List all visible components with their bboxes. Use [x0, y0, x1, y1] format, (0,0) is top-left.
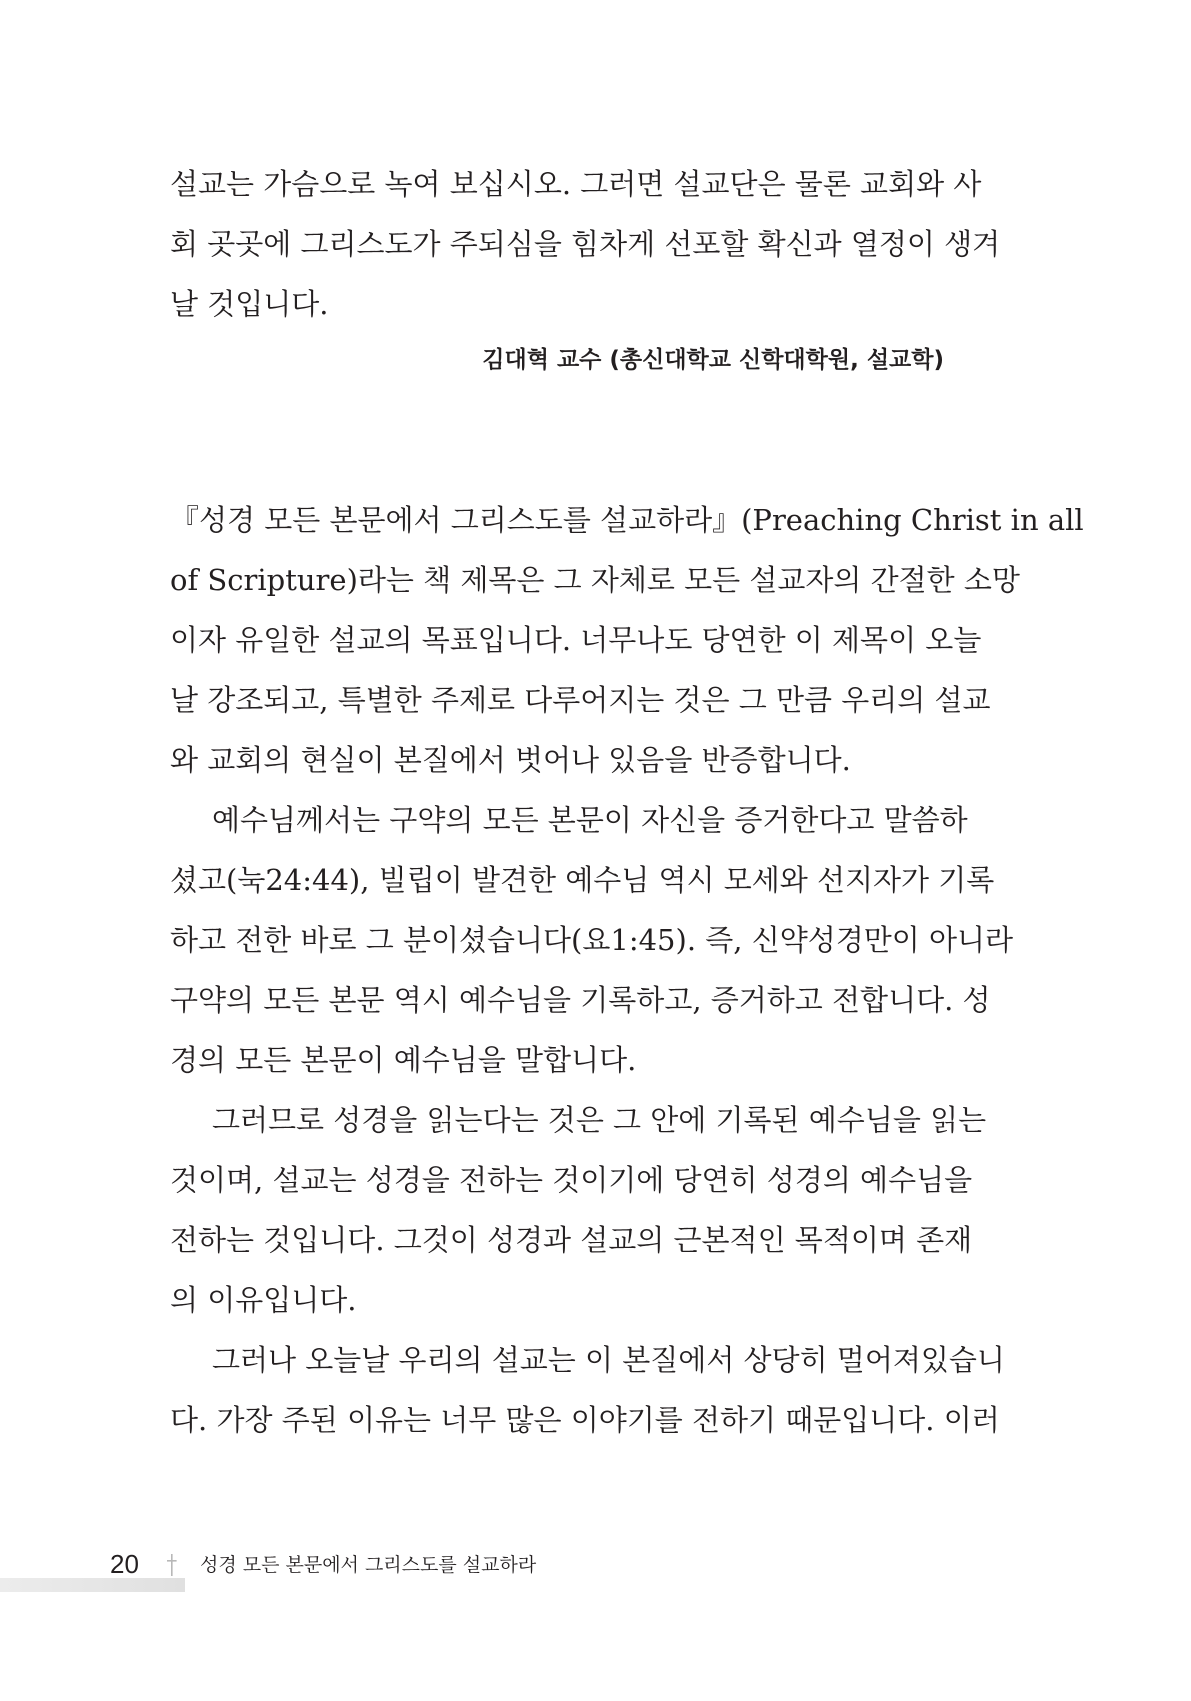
body-line: 전하는 것입니다. 그것이 성경과 설교의 근본적인 목적이며 존재 [170, 1223, 973, 1257]
page-number: 20 [110, 1549, 139, 1579]
body-line: 경의 모든 본문이 예수님을 말합니다. [170, 1043, 637, 1077]
body-line: 날 강조되고, 특별한 주제로 다루어지는 것은 그 만큼 우리의 설교 [170, 683, 991, 717]
body-line: 셨고(눅24:44), 빌립이 발견한 예수님 역시 모세와 선지자가 기록 [170, 863, 995, 897]
body-line: 구약의 모든 본문 역시 예수님을 기록하고, 증거하고 전합니다. 성 [170, 983, 991, 1017]
body-line: 그러나 오늘날 우리의 설교는 이 본질에서 상당히 멀어져있습니 [212, 1343, 1005, 1377]
body-line: of Scripture)라는 책 제목은 그 자체로 모든 설교자의 간절한 소망 [170, 563, 1020, 597]
body-line: 하고 전한 바로 그 분이셨습니다(요1:45). 즉, 신약성경만이 아니라 [170, 923, 1014, 957]
quote-line: 설교는 가슴으로 녹여 보십시오. 그러면 설교단은 물론 교회와 사 [170, 167, 982, 201]
footer-decoration-bar [0, 1578, 185, 1592]
body-line: 그러므로 성경을 읽는다는 것은 그 안에 기록된 예수님을 읽는 [212, 1103, 987, 1137]
page-footer [0, 1548, 600, 1588]
body-line: 이자 유일한 설교의 목표입니다. 너무나도 당연한 이 제목이 오늘 [170, 623, 982, 657]
cross-icon [165, 1552, 179, 1578]
quote-attribution: 김대혁 교수 (총신대학교 신학대학원, 설교학) [482, 347, 944, 373]
quote-line: 날 것입니다. [170, 287, 329, 321]
body-text [170, 490, 1084, 1450]
quote-paragraph [170, 154, 1001, 334]
body-line: 의 이유입니다. [170, 1283, 357, 1317]
quote-line: 회 곳곳에 그리스도가 주되심을 힘차게 선포할 확신과 열정이 생겨 [170, 227, 1001, 261]
body-line: 와 교회의 현실이 본질에서 벗어나 있음을 반증합니다. [170, 743, 851, 777]
body-line: 다. 가장 주된 이유는 너무 많은 이야기를 전하기 때문입니다. 이러 [170, 1403, 1000, 1437]
running-title: 성경 모든 본문에서 그리스도를 설교하라 [200, 1554, 537, 1576]
body-line: 것이며, 설교는 성경을 전하는 것이기에 당연히 성경의 예수님을 [170, 1163, 973, 1197]
body-line: 『성경 모든 본문에서 그리스도를 설교하라』(Preaching Christ in all [170, 503, 1084, 537]
body-line: 예수님께서는 구약의 모든 본문이 자신을 증거한다고 말씀하 [212, 803, 968, 837]
